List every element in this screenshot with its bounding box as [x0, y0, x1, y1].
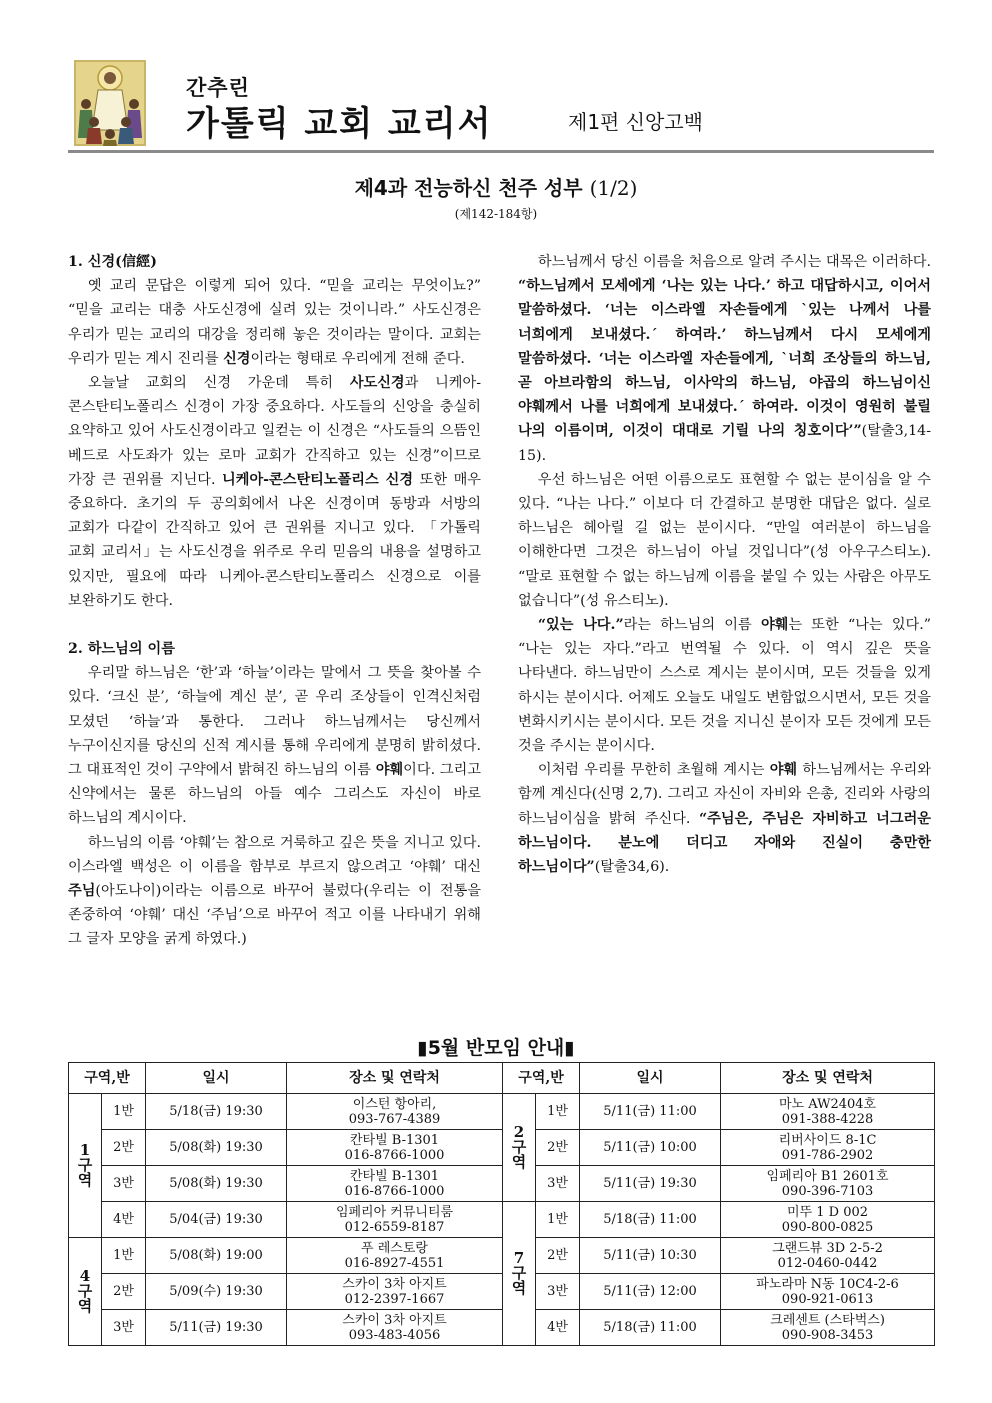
- date-cell: 5/11(금) 19:30: [580, 1166, 721, 1202]
- ban-cell: 4반: [102, 1202, 146, 1238]
- ban-cell: 2반: [536, 1238, 580, 1274]
- date-cell: 5/18(금) 11:00: [580, 1202, 721, 1238]
- ban-cell: 1반: [536, 1202, 580, 1238]
- ban-cell: 3반: [102, 1166, 146, 1202]
- column-header: 구역,반: [69, 1063, 146, 1094]
- ban-cell: 1반: [102, 1094, 146, 1130]
- ban-cell: 2반: [102, 1130, 146, 1166]
- ban-cell: 1반: [536, 1094, 580, 1130]
- paragraph: 우선 하느님은 어떤 이름으로도 표현할 수 없는 분이심을 알 수 있다. “나는 나다.” 이보다 더 간결하고 분명한 대답은 없다. 실로 하느님은 헤아릴 길 없는 분이시다. “만일 여러분이 하느님을 이해한다면 그것은 하느님이 아닐 것입니다”(성 아우구스티노). “말로 표현할 수 없는 하느님께 이름을 붙일 수 있는 사람은 아무도 없습니다”(성 유스티노).: [518, 471, 931, 609]
- ban-cell: 3반: [102, 1310, 146, 1346]
- paragraph: 이처럼 우리를 무한히 초월해 계시는 야훼 하느님께서는 우리와 함께 계신다(신명 2,7). 그리고 자신이 자비와 은총, 진리와 사랑의 하느님이심을 밝혀 주신다. “주님은, 주님은 자비하고 너그러운 하느님이다. 분노에 더디고 자애와 진실이 충만한 하느님이다”(탈출34,6).: [518, 762, 931, 876]
- date-cell: 5/11(금) 10:30: [580, 1238, 721, 1274]
- column-header: 장소 및 연락처: [287, 1063, 503, 1094]
- table-row: [69, 1130, 935, 1166]
- place-cell: 크레센트 (스타벅스) 090-908-3453: [721, 1310, 935, 1346]
- brand-title: 가톨릭 교회 교리서: [186, 104, 493, 144]
- right-column: [518, 250, 931, 879]
- ban-cell: 3반: [536, 1166, 580, 1202]
- district-cell: 4구역: [69, 1238, 102, 1346]
- column-header: 구역,반: [503, 1063, 580, 1094]
- table-row: [69, 1166, 935, 1202]
- date-cell: 5/11(금) 12:00: [580, 1274, 721, 1310]
- section-heading-name-of-god: 2. 하느님의 이름: [68, 641, 175, 658]
- lesson-heading: [0, 172, 992, 222]
- paragraph: 옛 교리 문답은 이렇게 되어 있다. “믿을 교리는 무엇이뇨?” “믿을 교리는 대충 사도신경에 실려 있는 것이니라.” 사도신경은 우리가 믿는 교리의 대강을 정리해 놓은 것이라는 말이다. 교회는 우리가 믿는 계시 진리를 신경이라는 형태로 우리에게 전해 준다.: [68, 278, 481, 367]
- date-cell: 5/18(금) 19:30: [146, 1094, 287, 1130]
- paragraph: 하느님의 이름 ‘야훼’는 참으로 거룩하고 깊은 뜻을 지니고 있다. 이스라엘 백성은 이 이름을 함부로 부르지 않으려고 ‘야훼’ 대신 주님(아도나이)이라는 이름으로 바꾸어 불렀다(우리는 이 전통을 존중하여 ‘야훼’ 대신 ‘주님’으로 바꾸어 적고 이를 나타내기 위해 그 글자 모양을 굵게 하였다.): [68, 834, 481, 948]
- part-label: 제1편 신앙고백: [568, 110, 704, 134]
- table-row: [69, 1310, 935, 1346]
- district-cell: 1구역: [69, 1094, 102, 1238]
- table-row: [69, 1274, 935, 1310]
- date-cell: 5/04(금) 19:30: [146, 1202, 287, 1238]
- meeting-notice-title: ▮5월 반모임 안내▮: [417, 1037, 575, 1059]
- place-cell: 칸타빌 B-1301 016-8766-1000: [287, 1130, 503, 1166]
- column-header: 일시: [580, 1063, 721, 1094]
- place-cell: 임페리아 B1 2601호 090-396-7103: [721, 1166, 935, 1202]
- brand-subtitle: 간추린: [186, 76, 250, 100]
- place-cell: 임페리아 커뮤니티룸 012-6559-8187: [287, 1202, 503, 1238]
- date-cell: 5/09(수) 19:30: [146, 1274, 287, 1310]
- date-cell: 5/11(금) 10:00: [580, 1130, 721, 1166]
- table-row: [69, 1094, 935, 1130]
- table-header-row: [69, 1063, 935, 1094]
- ban-cell: 1반: [102, 1238, 146, 1274]
- date-cell: 5/11(금) 11:00: [580, 1094, 721, 1130]
- place-cell: 리버사이드 8-1C 091-786-2902: [721, 1130, 935, 1166]
- place-cell: 이스턴 항아리, 093-767-4389: [287, 1094, 503, 1130]
- lesson-title: [0, 172, 992, 201]
- place-cell: 그랜드뷰 3D 2-5-2 012-0460-0442: [721, 1238, 935, 1274]
- ban-cell: 3반: [536, 1274, 580, 1310]
- christ-with-apostles-icon: [74, 60, 146, 146]
- date-cell: 5/08(화) 19:00: [146, 1238, 287, 1274]
- lesson-part-number: (1/2): [589, 176, 638, 200]
- date-cell: 5/08(화) 19:30: [146, 1166, 287, 1202]
- ban-cell: 4반: [536, 1310, 580, 1346]
- meeting-schedule-table: [68, 1062, 935, 1346]
- place-cell: 스카이 3차 아지트 093-483-4056: [287, 1310, 503, 1346]
- date-cell: 5/18(금) 11:00: [580, 1310, 721, 1346]
- ban-cell: 2반: [536, 1130, 580, 1166]
- paragraph: 하느님께서 당신 이름을 처음으로 알려 주시는 대목은 이러하다. “하느님께서 모세에게 ‘나는 있는 나다.’ 하고 대답하시고, 이어서 말씀하셨다. ‘너는 이스라엘 자손들에게 `있는 나께서 나를 너희에게 보내셨다.´ 하여라.’ 하느님께서 다시 모세에게 말씀하셨다. ‘너는 이스라엘 자손들에게, `너희 조상들의 하느님, 곧 아브라함의 하느님, 이사악의 하느님, 야곱의 하느님이신 야훼께서 나를 너희에게 보내셨다.´ 하여라. 이것이 영원히 불릴 나의 이름이며, 이것이 대대로 기릴 나의 칭호이다’”(탈출3,14-15).: [518, 254, 931, 464]
- column-header: 장소 및 연락처: [721, 1063, 935, 1094]
- table-row: [69, 1238, 935, 1274]
- place-cell: 칸타빌 B-1301 016-8766-1000: [287, 1166, 503, 1202]
- lesson-title-text: 제4과 전능하신 천주 성부: [354, 176, 583, 200]
- place-cell: 마노 AW2404호 091-388-4228: [721, 1094, 935, 1130]
- paragraph: “있는 나다.”라는 하느님의 이름 야훼는 또한 “나는 있다.” “나는 있는 자다.”라고 번역될 수 있다. 이 역시 깊은 뜻을 나타낸다. 하느님만이 스스로 계시는 분이시며, 모든 것들을 있게 하시는 분이시다. 어제도 오늘도 내일도 변함없으시면서, 모든 것을 변화시키시는 분이시다. 모든 것을 지니신 분이자 모든 것에게 모든 것을 주시는 분이시다.: [518, 617, 932, 755]
- paragraph: 우리말 하느님은 ‘한’과 ‘하늘’이라는 말에서 그 뜻을 찾아볼 수 있다. ‘크신 분’, ‘하늘에 계신 분’, 곧 우리 조상들이 인격신처럼 모셨던 ‘하늘’과 통한다. 그러나 하느님께서는 당신께서 누구이신지를 당신의 신적 계시를 통해 우리에게 분명히 밝히셨다. 그 대표적인 것이 구약에서 밝혀진 하느님의 이름 야훼이다. 그리고 신약에서는 물론 하느님의 아들 예수 그리스도 자신이 바로 하느님의 계시이다.: [68, 665, 481, 827]
- place-cell: 스카이 3차 아지트 012-2397-1667: [287, 1274, 503, 1310]
- section-heading-creed: 1. 신경(信經): [68, 254, 157, 270]
- ban-cell: 2반: [102, 1274, 146, 1310]
- table-row: [69, 1202, 935, 1238]
- place-cell: 푸 레스토랑 016-8927-4551: [287, 1238, 503, 1274]
- left-column: [68, 250, 481, 952]
- lesson-articles: (제142-184항): [454, 207, 538, 221]
- document-header: [68, 58, 934, 153]
- column-header: 일시: [146, 1063, 287, 1094]
- district-cell: 2구역: [503, 1094, 536, 1202]
- date-cell: 5/08(화) 19:30: [146, 1130, 287, 1166]
- district-cell: 7구역: [503, 1202, 536, 1346]
- paragraph: 오늘날 교회의 신경 가운데 특히 사도신경과 니케아-콘스탄티노폴리스 신경이 가장 중요하다. 사도들의 신앙을 충실히 요약하고 있어 사도신경이라고 일컫는 이 신경은 “사도들의 으뜸인 베드로 사도좌가 있는 로마 교회가 간직하고 있는 신경”이므로 가장 큰 권위를 지닌다. 니케아-콘스탄티노폴리스 신경 또한 매우 중요하다. 초기의 두 공의회에서 나온 신경이며 동방과 서방의 교회가 다같이 간직하고 있어 큰 권위를 지니고 있다. 「가톨릭 교회 교리서」는 사도신경을 위주로 우리 믿음의 내용을 설명하고 있지만, 필요에 따라 니케아-콘스탄티노폴리스 신경으로 이를 보완하기도 한다.: [68, 375, 482, 609]
- date-cell: 5/11(금) 19:30: [146, 1310, 287, 1346]
- place-cell: 미뚜 1 D 002 090-800-0825: [721, 1202, 935, 1238]
- place-cell: 파노라마 N동 10C4-2-6 090-921-0613: [721, 1274, 935, 1310]
